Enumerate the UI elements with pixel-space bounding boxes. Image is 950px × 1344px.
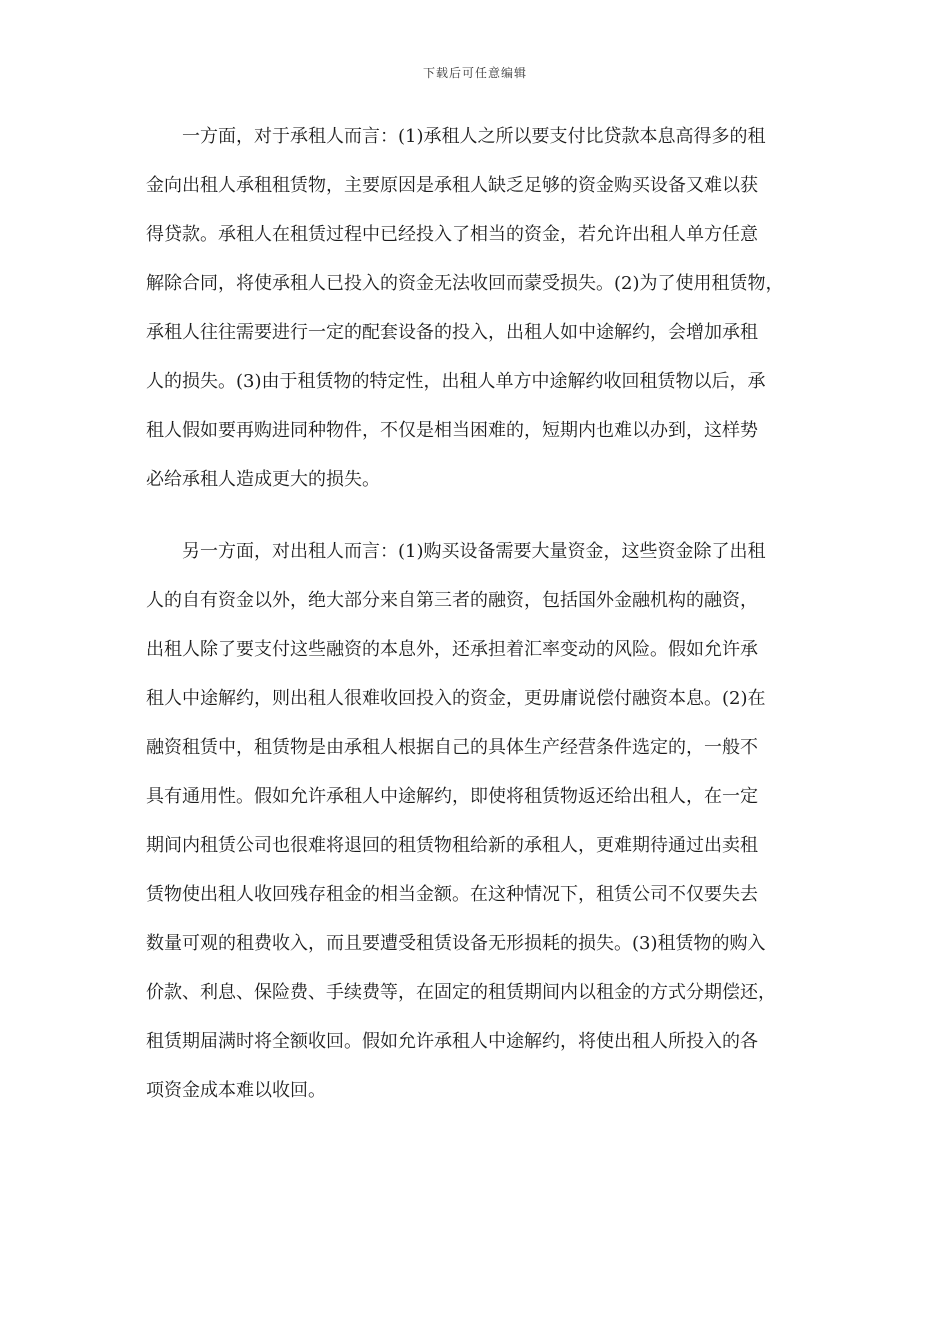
text-line: 出租人除了要支付这些融资的本息外，还承担着汇率变动的风险。假如允许承 [146,639,758,660]
text-line: 必给承租人造成更大的损失。 [146,469,380,490]
text-line: 赁物使出租人收回残存租金的相当金额。在这种情况下，租赁公司不仅要失去 [146,884,758,905]
text-line: 价款、利息、保险费、手续费等，在固定的租赁期间内以租金的方式分期偿还， [146,982,776,1003]
text-line: 期间内租赁公司也很难将退回的租赁物租给新的承租人，更难期待通过出卖租 [146,835,758,856]
text-line: 租人中途解约，则出租人很难收回投入的资金，更毋庸说偿付融资本息。(2)在 [146,688,766,709]
header-note: 下载后可任意编辑 [422,66,527,80]
paragraph-lessor [146,527,818,1115]
text-line: 租赁期届满时将全额收回。假如允许承租人中途解约，将使出租人所投入的各 [146,1031,758,1052]
text-line: 金向出租人承租租赁物，主要原因是承租人缺乏足够的资金购买设备又难以获 [146,175,758,196]
text-line: 具有通用性。假如允许承租人中途解约，即使将租赁物返还给出租人，在一定 [146,786,758,807]
text-line: 人的损失。(3)由于租赁物的特定性，出租人单方中途解约收回租赁物以后，承 [146,371,766,392]
text-line: 数量可观的租费收入，而且要遭受租赁设备无形损耗的损失。(3)租赁物的购入 [146,933,766,954]
text-line: 承租人往往需要进行一定的配套设备的投入，出租人如中途解约，会增加承租 [146,322,758,343]
text-line: 融资租赁中，租赁物是由承租人根据自己的具体生产经营条件选定的，一般不 [146,737,758,758]
text-line: 项资金成本难以收回。 [146,1080,326,1101]
text-line: 人的自有资金以外，绝大部分来自第三者的融资，包括国外金融机构的融资， [146,590,758,611]
text-line: 另一方面，对出租人而言：(1)购买设备需要大量资金，这些资金除了出租 [146,541,766,562]
text-line: 租人假如要再购进同种物件，不仅是相当困难的，短期内也难以办到，这样势 [146,420,758,441]
paragraph-lessee [146,112,818,504]
text-line: 得贷款。承租人在租赁过程中已经投入了相当的资金，若允许出租人单方任意 [146,224,758,245]
text-line: 一方面，对于承租人而言：(1)承租人之所以要支付比贷款本息高得多的租 [146,126,766,147]
text-line: 解除合同，将使承租人已投入的资金无法收回而蒙受损失。(2)为了使用租赁物， [146,273,784,294]
